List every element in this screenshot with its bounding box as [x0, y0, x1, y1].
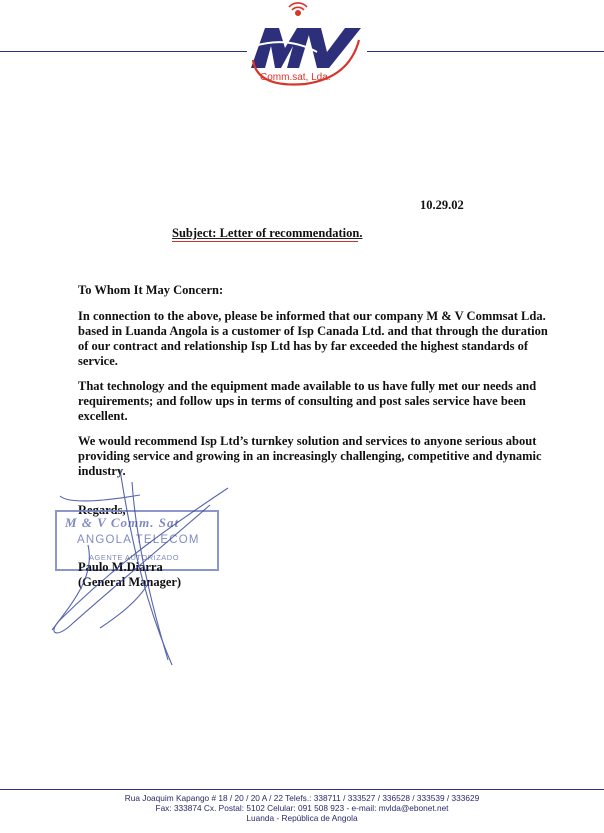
- letter-subject: Subject: Letter of recommendation.: [172, 226, 363, 240]
- footer-contact: Fax: 333874 Cx. Postal: 5102 Celular: 091 508 923 - e-mail: mvlda@ebonet.net: [155, 803, 449, 813]
- letterhead-footer: [0, 793, 604, 823]
- salutation: To Whom It May Concern:: [78, 283, 224, 297]
- paragraph-2: That technology and the equipment made available to us have fully met our needs and requirements; and follow ups in terms of consulting and post sales service have been excellent.: [78, 379, 537, 423]
- paragraph-3: We would recommend Isp Ltd’s turnkey solution and services to anyone serious about providing service and growing in an increasingly challenging, competitive and dynamic industry.: [78, 434, 542, 478]
- company-logo: [247, 0, 367, 92]
- paragraph-1: In connection to the above, please be informed that our company M & V Commsat Lda. based in Luanda Angola is a customer of Isp Canada Ltd. and that through the duration of our contract and relationship Isp Ltd has by far exceeded the highest standards of service.: [78, 309, 548, 368]
- logo-graphic: [247, 0, 367, 92]
- footer-address: Rua Joaquim Kapango # 18 / 20 / 20 A / 22 Telefs.: 338711 / 333527 / 336528 / 333539 / 333629: [124, 793, 480, 803]
- logo-subtitle: Comm.sat, Lda.: [260, 72, 331, 83]
- signer-name: Paulo M.Diarra: [78, 560, 163, 574]
- signer-title: (General Manager): [78, 575, 182, 589]
- stamp-line-3: AGENTE AUTORIZADO: [89, 553, 180, 562]
- footer-city: Luanda - República de Angola: [246, 813, 358, 823]
- stamp-line-1: M & V Comm. Sat: [65, 515, 180, 530]
- stamp-line-2: ANGOLA TELECOM: [77, 534, 200, 546]
- footer-rule: [0, 789, 604, 790]
- closing: Regards,: [78, 503, 126, 517]
- signer-block: [78, 560, 181, 590]
- letter-date: 10.29.02: [420, 198, 464, 212]
- subject-underline: [172, 241, 358, 242]
